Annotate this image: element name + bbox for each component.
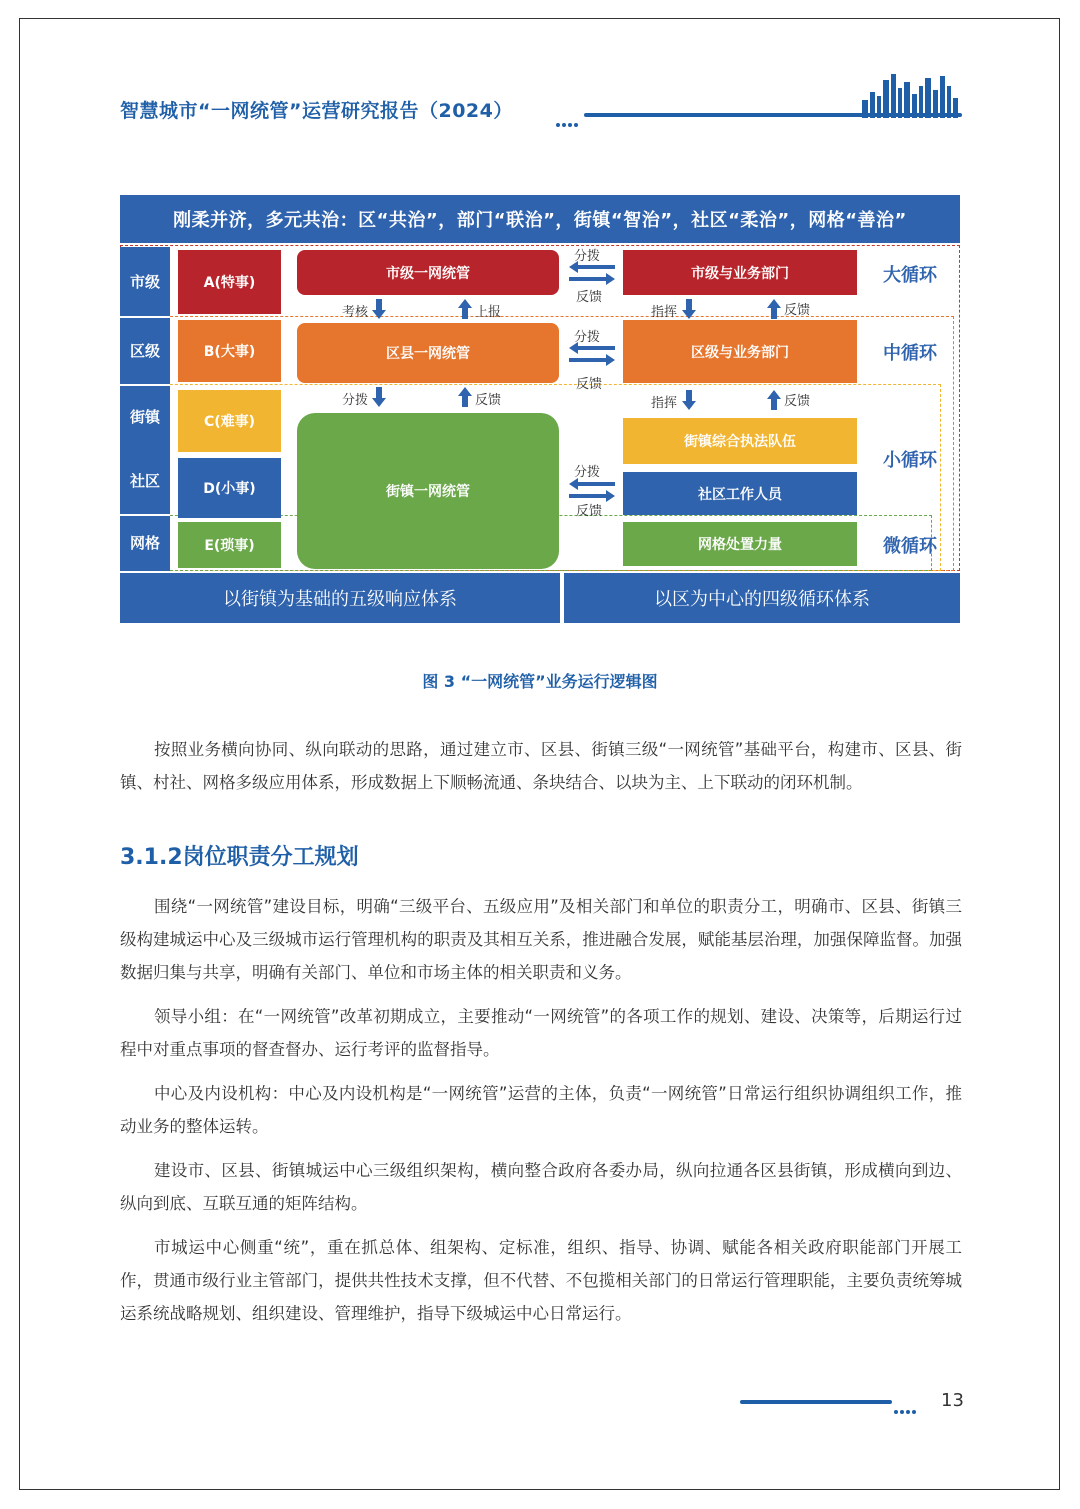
micro-cycle-label: 微循环: [883, 536, 937, 557]
skyline-icon: [860, 70, 962, 118]
report-label: 上报: [475, 305, 502, 320]
feedback-label-right-city: 反馈: [784, 303, 811, 318]
district-departments: 区级与业务部门: [623, 320, 857, 383]
business-logic-diagram: [120, 195, 960, 623]
city-departments: 市级与业务部门: [623, 250, 857, 295]
big-cycle-label: 大循环: [883, 265, 937, 286]
level-d: D(小事): [178, 458, 281, 518]
diagram-banner: 刚柔并济，多元共治：区“共治”，部门“联治”，街镇“智治”，社区“柔治”，网格“善治”: [120, 195, 960, 243]
five-level-response-bar: 以街镇为基础的五级响应体系: [120, 573, 560, 623]
arrow-up-icon: [767, 299, 781, 319]
footer-rule: [740, 1400, 892, 1404]
assess-label: 考核: [342, 305, 369, 320]
city-platform: 市级一网统管: [297, 250, 559, 295]
small-cycle-label: 小循环: [883, 450, 937, 471]
grid-disposal-force: 网格处置力量: [623, 522, 857, 566]
feedback-label-city: 反馈: [576, 290, 603, 305]
street-enforcement-team: 街镇综合执法队伍: [623, 418, 857, 464]
footer-dots-decoration: [894, 1399, 918, 1418]
report-title: 智慧城市“一网统管”运营研究报告（2024）: [120, 100, 513, 122]
side-label-city: 市级: [120, 247, 170, 317]
arrow-down-icon: [372, 299, 386, 319]
paragraph-4: 中心及内设机构：中心及内设机构是“一网统管”运营的主体，负责“一网统管”日常运行组织协调组织工作，推动业务的整体运转。: [120, 1084, 962, 1136]
arrow-down-icon: [372, 387, 386, 407]
assign-label-district: 分拨: [574, 330, 601, 345]
feedback-label-left: 反馈: [475, 393, 502, 408]
medium-cycle-label: 中循环: [883, 343, 937, 364]
district-platform: 区县一网统管: [297, 323, 559, 383]
arrow-up-icon: [767, 390, 781, 410]
level-c: C(难事): [178, 390, 281, 452]
level-e: E(琐事): [178, 522, 281, 568]
level-a: A(特事): [178, 250, 281, 314]
street-platform: 街镇一网统管: [297, 413, 559, 569]
paragraph-5: 建设市、区县、街镇城运中心三级组织架构，横向整合政府各委办局，纵向拉通各区县街镇，形成横向到边、纵向到底、互联互通的矩阵结构。: [120, 1161, 962, 1213]
assign-label-left: 分拨: [342, 393, 369, 408]
paragraph-3: 领导小组：在“一网统管”改革初期成立，主要推动“一网统管”的各项工作的规划、建设、决策等，后期运行过程中对重点事项的督查督办、运行考评的监督指导。: [120, 1007, 962, 1059]
two-way-arrow-icon: [569, 342, 615, 366]
two-way-arrow-icon: [569, 261, 615, 285]
arrow-up-icon: [458, 299, 472, 319]
arrow-down-icon: [682, 390, 696, 410]
level-b: B(大事): [178, 320, 281, 382]
figure-caption: 图 3 “一网统管”业务运行逻辑图: [422, 672, 658, 691]
assign-label-street: 分拨: [574, 465, 601, 480]
arrow-up-icon: [458, 387, 472, 407]
page-number: 13: [941, 1390, 964, 1411]
command-label-district: 指挥: [651, 396, 678, 411]
header-dots-decoration: [556, 112, 584, 118]
command-label-city: 指挥: [651, 305, 678, 320]
four-level-cycle-bar: 以区为中心的四级循环体系: [564, 573, 960, 623]
paragraph-1: 按照业务横向协同、纵向联动的思路，通过建立市、区县、街镇三级“一网统管”基础平台，构建市、区县、街镇、村社、网格多级应用体系，形成数据上下顺畅流通、条块结合、以块为主、上下联动的闭环机制。: [120, 740, 962, 792]
side-label-community: 社区: [120, 448, 170, 514]
assign-label-city: 分拨: [574, 249, 601, 264]
feedback-label-street: 反馈: [576, 504, 603, 519]
side-label-district: 区级: [120, 318, 170, 384]
side-label-grid: 网格: [120, 516, 170, 571]
feedback-label-right-district: 反馈: [784, 394, 811, 409]
community-staff: 社区工作人员: [623, 472, 857, 515]
arrow-down-icon: [682, 299, 696, 319]
paragraph-2: 围绕“一网统管”建设目标，明确“三级平台、五级应用”及相关部门和单位的职责分工，明确市、区县、街镇三级构建城运中心及三级城市运行管理机构的职责及其相互关系，推进融合发展，赋能基层治理，加强保障监督。加强数据归集与共享，明确有关部门、单位和市场主体的相关职责和义务。: [120, 897, 962, 982]
paragraph-6: 市城运中心侧重“统”，重在抓总体、组架构、定标准，组织、指导、协调、赋能各相关政府职能部门开展工作，贯通市级行业主管部门，提供共性技术支撑，但不代替、不包揽相关部门的日常运行管理职能，主要负责统筹城运系统战略规划、组织建设、管理维护，指导下级城运中心日常运行。: [120, 1238, 962, 1323]
side-label-street: 街镇: [120, 386, 170, 448]
two-way-arrow-icon: [569, 478, 615, 502]
section-title: 3.1.2岗位职责分工规划: [120, 845, 359, 870]
feedback-label-district: 反馈: [576, 377, 603, 392]
